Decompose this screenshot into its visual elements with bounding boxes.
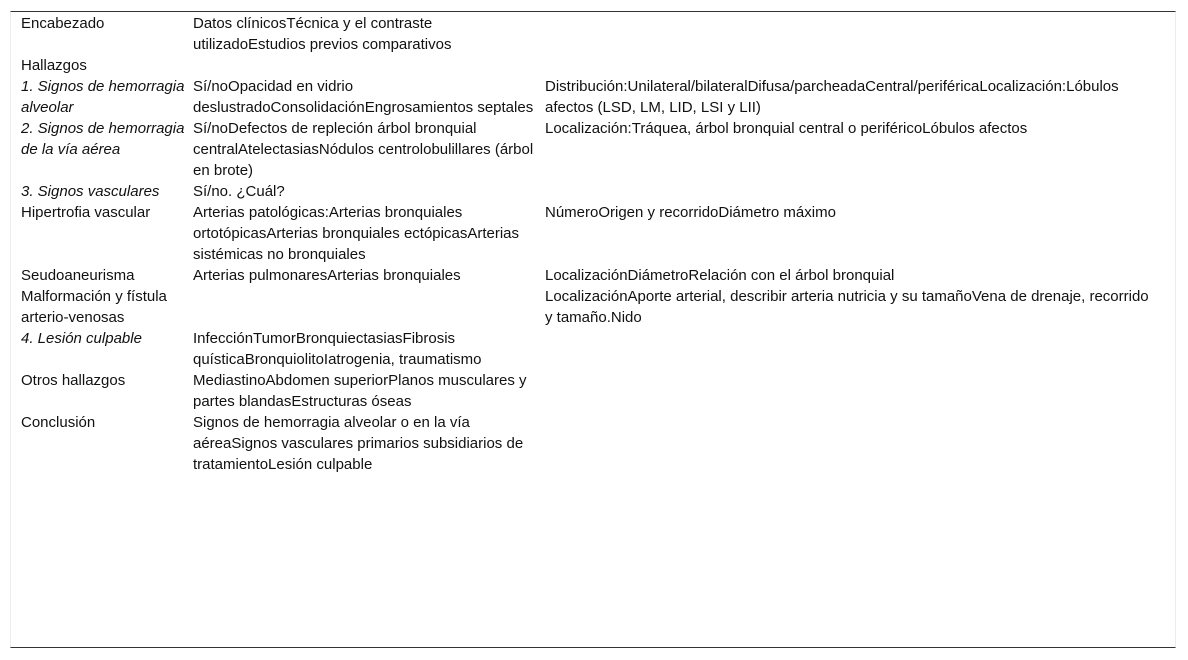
row-findings: InfecciónTumorBronquiectasiasFibrosis quísticaBronquiolitoIatrogenia, traumatismo xyxy=(193,330,482,368)
report-structure-table xyxy=(11,13,1175,475)
row-details: Distribución:Unilateral/bilateralDifusa/parcheadaCentral/periféricaLocalización:Lóbulos afectos (LSD, LM, LID, LSI y LII) xyxy=(545,78,1119,116)
table-row xyxy=(11,202,1175,265)
row-label: 2. Signos de hemorragia de la vía aérea xyxy=(21,120,185,158)
row-findings: Arterias pulmonaresArterias bronquiales xyxy=(193,267,461,284)
row-details: Localización:Tráquea, árbol bronquial central o periféricoLóbulos afectos xyxy=(545,120,1028,137)
row-label: Encabezado xyxy=(21,15,105,32)
row-label: Hallazgos xyxy=(21,57,87,74)
row-findings: Sí/noDefectos de repleción árbol bronquial centralAtelectasiasNódulos centrolobulillares (árbol en brote) xyxy=(193,120,534,179)
row-details xyxy=(545,181,1175,202)
row-label: Hipertrofia vascular xyxy=(21,204,151,221)
row-details xyxy=(545,55,1175,76)
table-row xyxy=(11,370,1175,412)
table-row xyxy=(11,412,1175,475)
row-findings xyxy=(193,286,545,328)
row-label: 4. Lesión culpable xyxy=(21,330,142,347)
row-label: Conclusión xyxy=(21,414,96,431)
row-findings: Sí/no. ¿Cuál? xyxy=(193,183,285,200)
row-details xyxy=(545,13,1175,55)
table-row xyxy=(11,286,1175,328)
row-findings xyxy=(193,55,545,76)
table-row xyxy=(11,181,1175,202)
row-findings: Arterias patológicas:Arterias bronquiales ortotópicasArterias bronquiales ectópicasArterias sistémicas no bronquiales xyxy=(193,204,519,263)
row-details xyxy=(545,412,1175,475)
row-label: Malformación y fístula arterio-venosas xyxy=(21,288,167,326)
table-row xyxy=(11,13,1175,55)
row-findings: Datos clínicosTécnica y el contraste utilizadoEstudios previos comparativos xyxy=(193,15,452,53)
row-details xyxy=(545,370,1175,412)
row-details: LocalizaciónDiámetroRelación con el árbol bronquial xyxy=(545,267,895,284)
table-row xyxy=(11,328,1175,370)
table-row xyxy=(11,76,1175,118)
row-label: 1. Signos de hemorragia alveolar xyxy=(21,78,185,116)
row-label: Otros hallazgos xyxy=(21,372,126,389)
row-findings: Signos de hemorragia alveolar o en la vía aéreaSignos vasculares primarios subsidiarios de tratamientoLesión culpable xyxy=(193,414,524,473)
report-table-frame xyxy=(10,11,1176,648)
table-row xyxy=(11,55,1175,76)
table-row xyxy=(11,265,1175,286)
table-row xyxy=(11,118,1175,181)
row-details xyxy=(545,328,1175,370)
row-details: NúmeroOrigen y recorridoDiámetro máximo xyxy=(545,204,836,221)
row-details: LocalizaciónAporte arterial, describir arteria nutricia y su tamañoVena de drenaje, recorrido y tamaño.Nido xyxy=(545,288,1149,326)
row-findings: Sí/noOpacidad en vidrio deslustradoConsolidaciónEngrosamientos septales xyxy=(193,78,534,116)
row-label: Seudoaneurisma xyxy=(21,267,135,284)
row-findings: MediastinoAbdomen superiorPlanos musculares y partes blandasEstructuras óseas xyxy=(193,372,527,410)
row-label: 3. Signos vasculares xyxy=(21,183,160,200)
